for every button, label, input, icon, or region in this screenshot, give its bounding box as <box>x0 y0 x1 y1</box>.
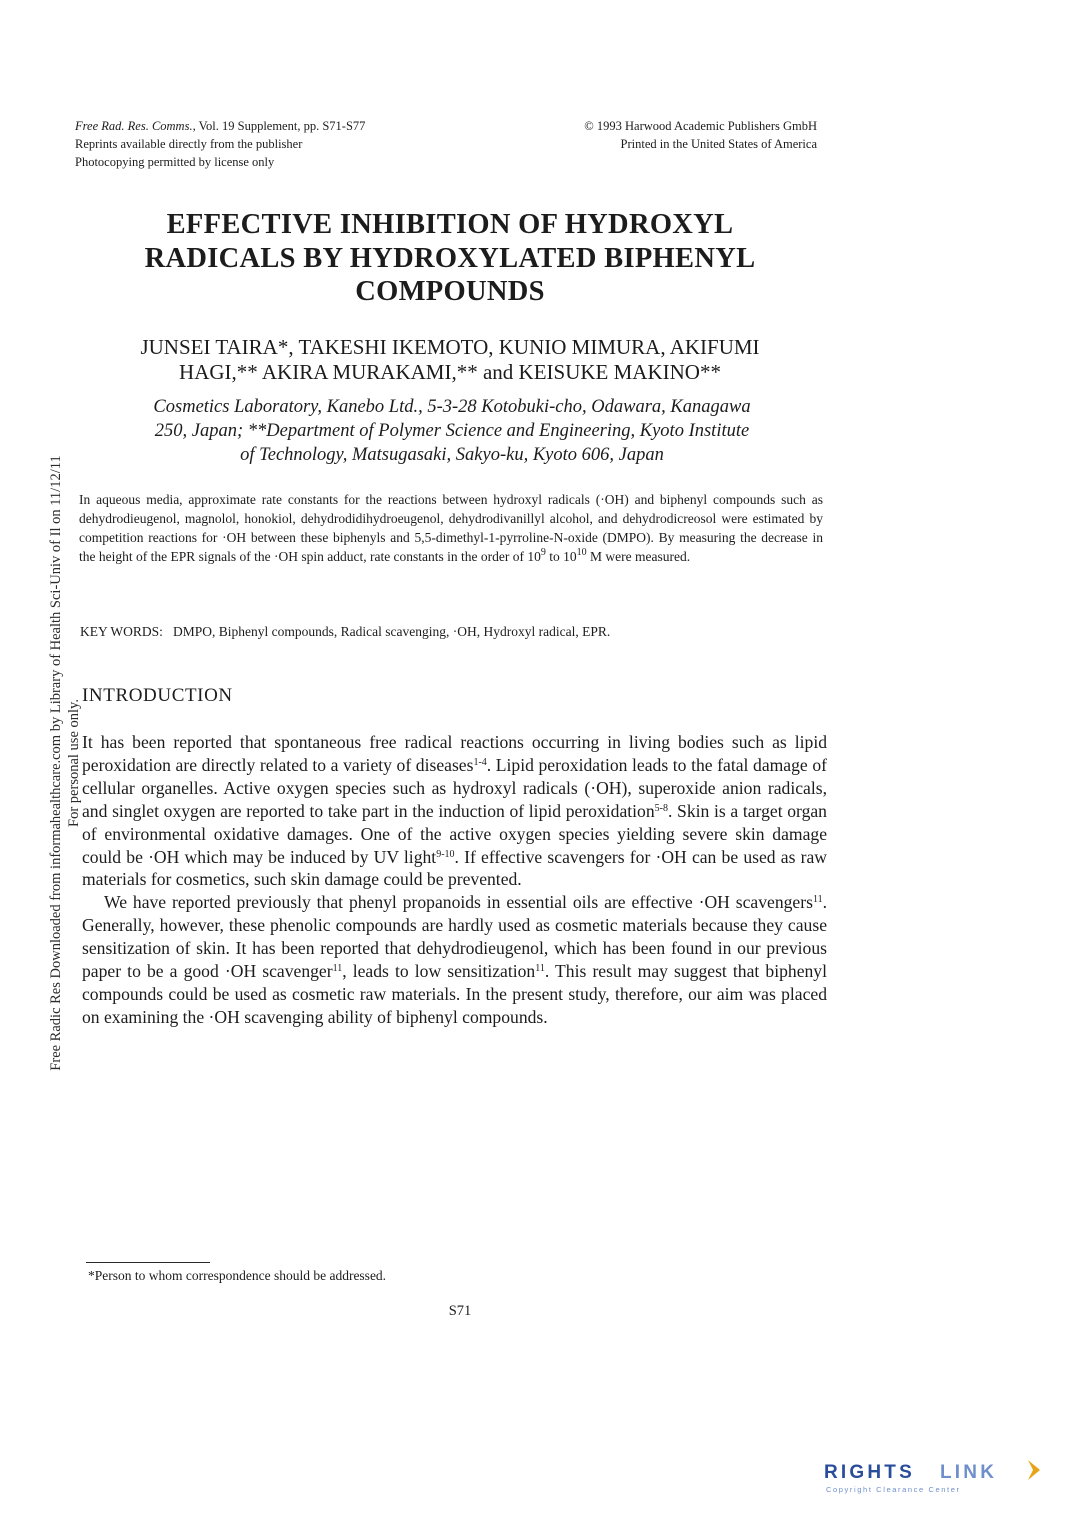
footnote: *Person to whom correspondence should be addressed. <box>88 1268 387 1283</box>
logo-tagline: Copyright Clearance Center <box>826 1485 961 1494</box>
keywords-label: KEY WORDS: <box>80 624 163 639</box>
page-number: S71 <box>448 1303 472 1319</box>
title-line-1: EFFECTIVE INHIBITION OF HYDROXYL <box>166 209 734 240</box>
volume-pages: , Vol. 19 Supplement, pp. S71-S77 <box>192 119 366 133</box>
exponent: 9 <box>540 547 546 558</box>
citation: 5-8 <box>654 802 668 814</box>
copyright-line: © 1993 Harwood Academic Publishers GmbH <box>584 119 817 133</box>
section-heading-introduction: INTRODUCTION <box>82 685 233 706</box>
publisher-info <box>500 117 817 153</box>
paper-title <box>90 208 810 309</box>
citation: 9-10 <box>436 848 455 860</box>
title-line-2: RADICALS BY HYDROXYLATED BIPHENYL <box>144 242 756 274</box>
author-list <box>75 335 825 385</box>
photocopying-note: Photocopying permitted by license only <box>75 155 275 169</box>
paragraph: It has been reported that spontaneous free radical reactions occurring in living bodies such as lipid peroxidation are directly related to a variety of diseases$^{1-4}$. Lipid peroxidation leads to the fatal damage of cellular organelles. Active oxygen species such as hydroxyl radicals (·OH), superoxide anion radicals, and singlet oxygen are reported to take part in the induction of lipid peroxidation$^{5-8}$. Skin is a target organ of environmental oxidative damages. One of the active oxygen species yielding severe skin damage could be ·OH which may be induced by UV light$^{9-10}$. If effective scavengers for ·OH can be used as raw materials for cosmetics, such skin damage could be prevented. <box>82 732 827 890</box>
logo-word-link: LINK <box>940 1462 998 1483</box>
printed-line: Printed in the United States of America <box>620 137 817 151</box>
reprints-note: Reprints available directly from the publisher <box>75 137 303 151</box>
affiliation-line-1: Cosmetics Laboratory, Kanebo Ltd., 5-3-28 Kotobuki-cho, Odawara, Kanagawa <box>153 397 751 417</box>
keywords-text: DMPO, Biphenyl compounds, Radical scavenging, ·OH, Hydroxyl radical, EPR. <box>173 624 611 639</box>
logo-word-rights: RIGHTS <box>824 1462 915 1483</box>
arrow-icon <box>1028 1460 1040 1480</box>
affiliation-line-2: 250, Japan; **Department of Polymer Science and Engineering, Kyoto Institute <box>154 421 750 441</box>
citation: 1-4 <box>473 756 487 768</box>
citation: 11 <box>535 963 545 975</box>
citation: 11 <box>332 963 343 975</box>
download-watermark <box>47 43 83 1483</box>
journal-name: Free Rad. Res. Comms. <box>75 119 193 133</box>
paragraph: We have reported previously that phenyl propanoids in essential oils are effective ·OH scavengers$^{11}$. Generally, however, these phenolic compounds are hardly used as cosmetic materials because they cause sensitization of skin. It has been reported that dehydrodieugenol, which has been found in our previous paper to be a good ·OH scavenger$^{11}$, leads to low sensitization$^{11}$. This result may suggest that biphenyl compounds could be used as cosmetic raw materials. In the present study, therefore, our aim was placed on examining the ·OH scavenging ability of biphenyl compounds. <box>82 892 827 1027</box>
journal-citation <box>75 117 505 171</box>
watermark-line-2: For personal use only. <box>66 699 82 827</box>
watermark-line-1: Free Radic Res Downloaded from informahealthcare.com by Library of Health Sci-Univ of Il on 11/12/11 <box>48 455 64 1071</box>
authors-line-2: HAGI,** AKIRA MURAKAMI,** and KEISUKE MAKINO** <box>179 360 721 384</box>
exponent: 10 <box>576 547 587 558</box>
rightslink-logo[interactable] <box>822 1456 1052 1498</box>
footnote-rule <box>86 1262 210 1263</box>
introduction-body <box>82 731 827 1029</box>
abstract: In aqueous media, approximate rate constants for the reactions between hydroxyl radicals (·OH) and biphenyl compounds such as dehydrodieugenol, magnolol, honokiol, dehydrodidihydroeugenol, dehydrodivanillyl alcohol, and dehydrodicreosol were estimated by competition reactions for ·OH between these biphenyls and 5,5-dimethyl-1-pyrroline-N-oxide (DMPO). By measuring the decrease in the height of the EPR signals of the ·OH spin adduct, rate constants in the order of $10^9$ to $10^{10}$ M were measured. <box>79 492 823 564</box>
title-line-3: COMPOUNDS <box>355 276 545 307</box>
keywords <box>80 622 824 641</box>
affiliation-line-3: of Technology, Matsugasaki, Sakyo-ku, Kyoto 606, Japan <box>240 445 664 465</box>
affiliations <box>78 395 826 467</box>
citation: 11 <box>812 894 823 906</box>
authors-line-1: JUNSEI TAIRA*, TAKESHI IKEMOTO, KUNIO MIMURA, AKIFUMI <box>140 335 760 359</box>
